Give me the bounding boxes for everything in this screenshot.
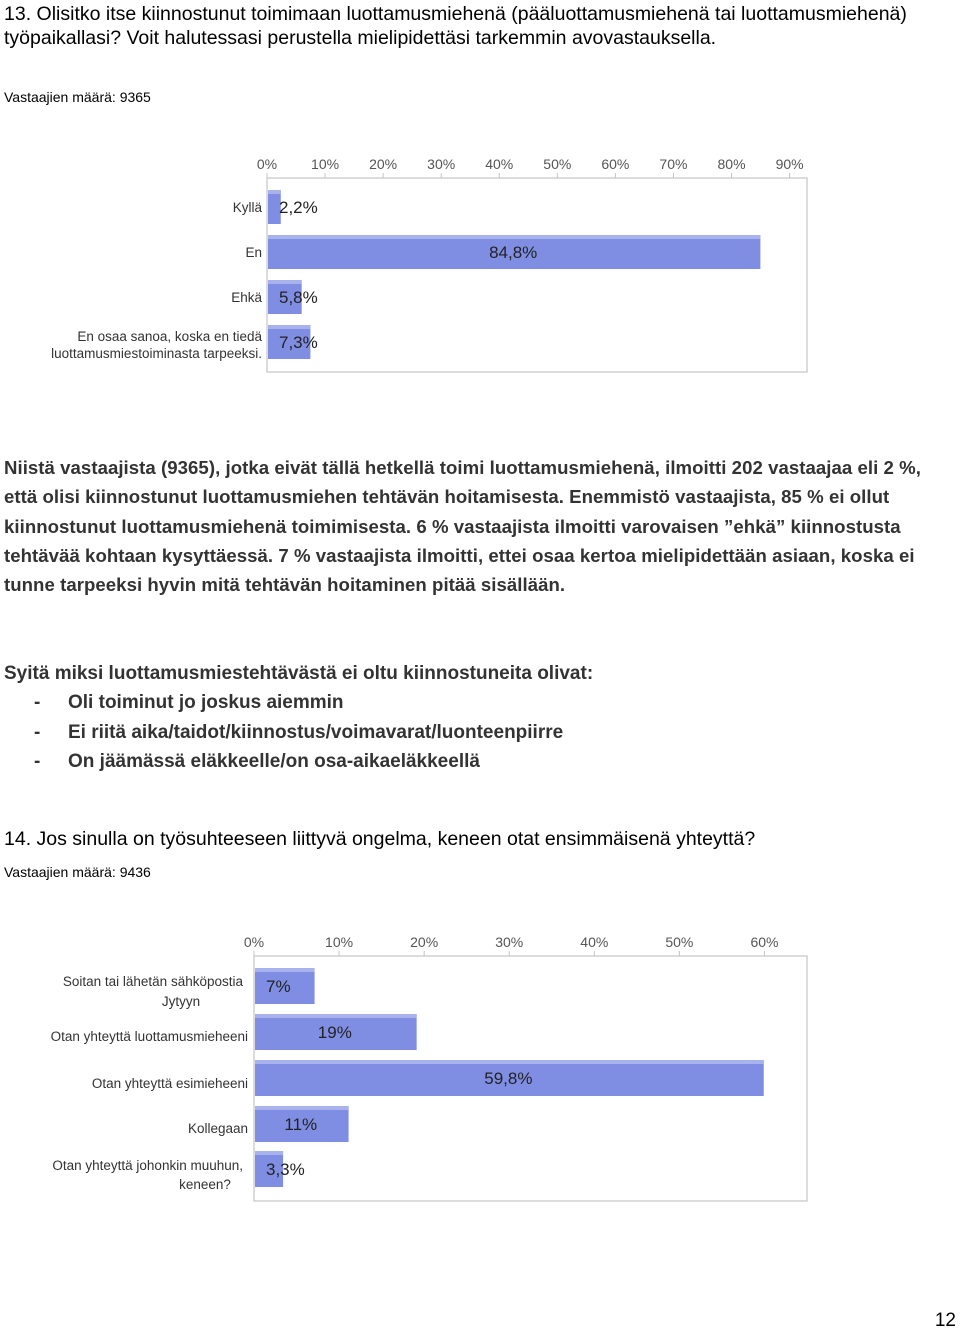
page-number: 12 xyxy=(934,1310,956,1331)
chart-q14 xyxy=(0,928,960,1208)
data-label: 59,8% xyxy=(484,1069,533,1088)
respondent-count-q13: Vastaajien määrä: 9365 xyxy=(4,89,151,105)
bar-highlight xyxy=(268,325,310,329)
plot-frame xyxy=(267,178,807,372)
reasons-section xyxy=(4,659,954,776)
category-label: Otan yhteyttä johonkin muuhun, xyxy=(52,1158,243,1173)
category-label: keneen? xyxy=(179,1177,231,1192)
tick-label: 10% xyxy=(325,934,354,950)
category-label: Kyllä xyxy=(232,200,262,215)
chart-svg xyxy=(0,928,960,1208)
bullet-dash: - xyxy=(34,692,41,714)
chart-svg xyxy=(0,150,960,378)
list-item xyxy=(4,747,954,776)
category-label: Jytyyn xyxy=(161,994,201,1009)
tick-label: 40% xyxy=(485,156,514,172)
results-summary xyxy=(4,453,954,599)
question-13-title: 13. Olisitko itse kiinnostunut toimimaan luottamusmiehenä (pääluottamusmiehenä tai luottamusmiehenä) työpaikallasi? Voit halutessasi perustella mielipidettäsi tarkemmin avovastauksella. xyxy=(4,3,907,49)
bar-highlight xyxy=(255,1060,764,1064)
data-label: 84,8% xyxy=(489,243,538,262)
list-item xyxy=(4,688,954,717)
bullet-dash: - xyxy=(34,721,41,743)
category-label: Otan yhteyttä luottamusmieheeni xyxy=(50,1029,248,1044)
category-label: En xyxy=(245,245,262,260)
tick-label: 0% xyxy=(243,934,265,950)
data-label: 2,2% xyxy=(279,198,318,217)
tick-label: 0% xyxy=(256,156,278,172)
bullet-dash: - xyxy=(34,750,41,772)
respondent-count-q14: Vastaajien määrä: 9436 xyxy=(4,864,151,880)
category-label: En osaa sanoa, koska en tiedä xyxy=(77,329,262,344)
summary-paragraph: Niistä vastaajista (9365), jotka eivät tällä hetkellä toimi luottamusmiehenä, ilmoitti 202 vastaajaa eli 2 %, että olisi kiinnostunut luottamusmiehen tehtävän hoitamisesta. Enemmistö vastaajista, 85 % ei ollut kiinnostunut luottamusmiehenä toimimisesta. 6 % vastaajista ilmoitti varovaisen ”ehkä” kiinnostusta tehtävää kohtaan kysyttäessä. 7 % vastaajista ilmoitti, ettei osaa kertoa mielipidettään asiaan, koska ei tunne tarpeeksi hyvin mitä tehtävän hoitaminen pitää sisällään. xyxy=(4,457,921,596)
tick-label: 70% xyxy=(659,156,688,172)
bar-highlight xyxy=(268,190,281,194)
bar-highlight xyxy=(268,235,760,239)
question-14-title: 14. Jos sinulla on työsuhteeseen liittyvä ongelma, keneen otat ensimmäisenä yhteyttä? xyxy=(4,828,756,850)
tick-label: 50% xyxy=(665,934,694,950)
bar-highlight xyxy=(268,280,302,284)
reasons-list xyxy=(4,688,954,776)
data-label: 5,8% xyxy=(279,288,318,307)
bar-highlight xyxy=(255,1151,283,1155)
tick-label: 40% xyxy=(580,934,609,950)
tick-label: 20% xyxy=(410,934,439,950)
tick-label: 90% xyxy=(775,156,804,172)
tick-label: 20% xyxy=(369,156,398,172)
tick-label: 10% xyxy=(311,156,340,172)
data-label: 7,3% xyxy=(279,333,318,352)
tick-label: 50% xyxy=(543,156,572,172)
tick-label: 60% xyxy=(750,934,779,950)
category-label: Ehkä xyxy=(231,290,262,305)
data-label: 3,3% xyxy=(266,1160,305,1179)
category-label: luottamusmiestoiminasta tarpeeksi. xyxy=(51,346,262,361)
reason-text: On jäämässä eläkkeelle/on osa-aikaeläkkeellä xyxy=(68,750,480,772)
tick-label: 30% xyxy=(427,156,456,172)
tick-label: 80% xyxy=(717,156,746,172)
bar-highlight xyxy=(255,968,315,972)
reason-text: Ei riitä aika/taidot/kiinnostus/voimavarat/luonteenpiirre xyxy=(68,721,564,743)
tick-label: 30% xyxy=(495,934,524,950)
bar-highlight xyxy=(255,1106,349,1110)
tick-label: 60% xyxy=(601,156,630,172)
bar-highlight xyxy=(255,1014,417,1018)
reasons-heading: Syitä miksi luottamusmiestehtävästä ei oltu kiinnostuneita olivat: xyxy=(4,663,594,684)
data-label: 7% xyxy=(266,977,291,996)
data-label: 19% xyxy=(317,1023,352,1042)
chart-q13 xyxy=(0,150,960,378)
data-label: 11% xyxy=(284,1115,318,1134)
list-item xyxy=(4,718,954,747)
category-label: Otan yhteyttä esimieheeni xyxy=(91,1076,248,1091)
reason-text: Oli toiminut jo joskus aiemmin xyxy=(68,692,344,714)
category-label: Kollegaan xyxy=(187,1121,248,1136)
category-label: Soitan tai lähetän sähköpostia xyxy=(62,974,243,989)
